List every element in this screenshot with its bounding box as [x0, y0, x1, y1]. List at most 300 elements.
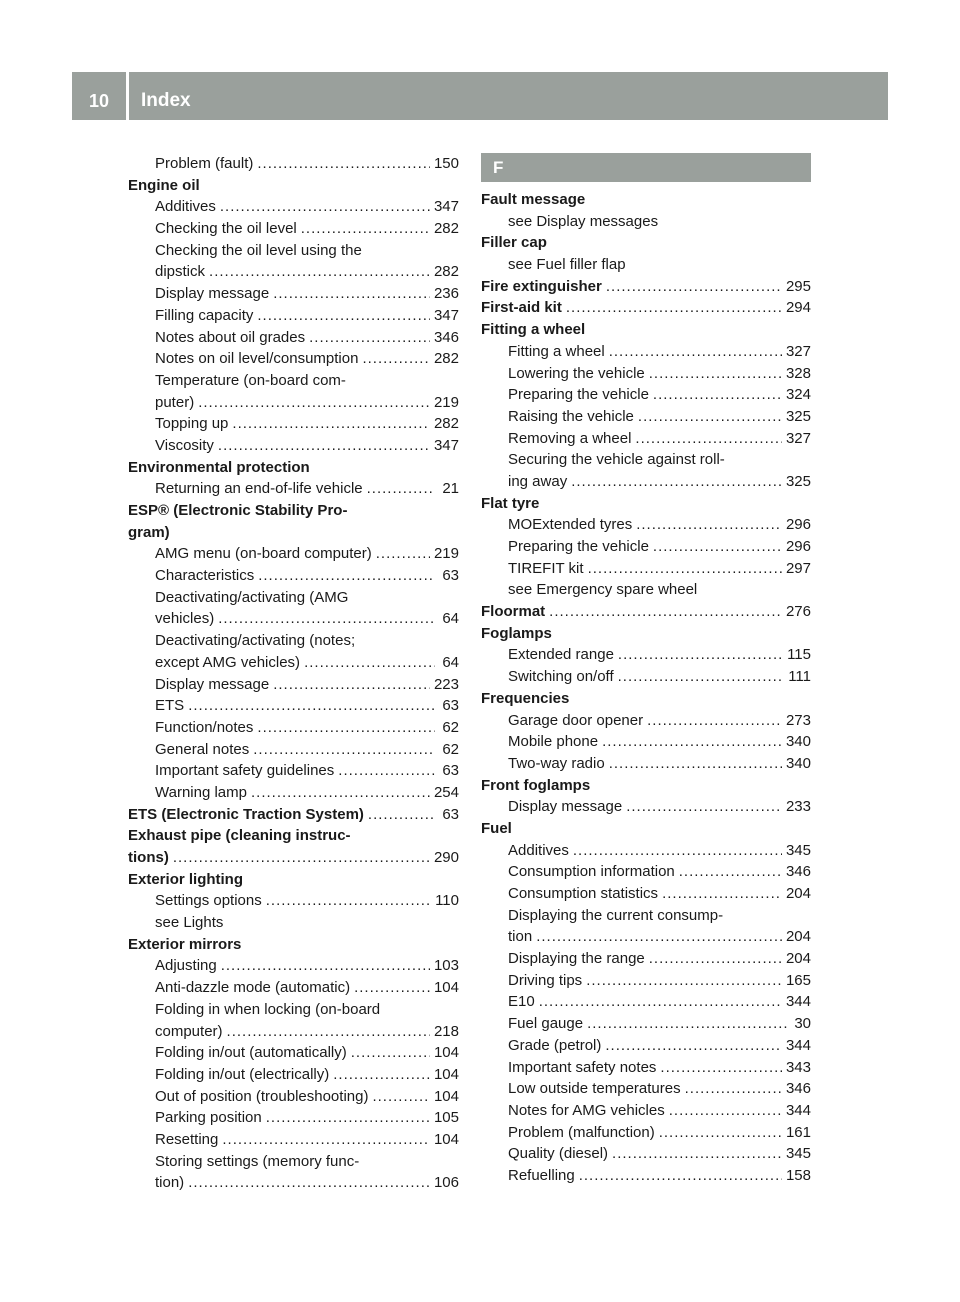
- index-entry: [128, 847, 459, 869]
- dot-leader: [536, 926, 782, 948]
- entry-text: Engine oil: [128, 176, 200, 194]
- dot-leader: [636, 514, 782, 536]
- index-subentry: [481, 1057, 811, 1079]
- dot-leader: [221, 955, 430, 977]
- page-reference: 346: [785, 1080, 811, 1098]
- index-subentry: [481, 991, 811, 1013]
- page-reference: 233: [785, 798, 811, 816]
- entry-text: Folding in when locking (on-board: [155, 1000, 381, 1018]
- dot-leader: [605, 1035, 782, 1057]
- page-reference: 62: [442, 740, 459, 758]
- entry-text: Flat tyre: [481, 494, 540, 512]
- dot-leader: [573, 840, 782, 862]
- index-subentry: [481, 926, 811, 948]
- entry-text: vehicles): [155, 610, 215, 628]
- index-subentry: [128, 348, 459, 370]
- index-subentry: [128, 218, 459, 240]
- dot-leader: [351, 1042, 430, 1064]
- page-reference: 161: [785, 1123, 811, 1141]
- page-reference: 21: [442, 480, 459, 498]
- entry-text: Filling capacity: [155, 306, 254, 324]
- index-column-right: [481, 153, 811, 1187]
- header-divider: [126, 72, 129, 120]
- page-reference: 236: [433, 285, 459, 303]
- page-reference: 343: [785, 1058, 811, 1076]
- index-subentry: [128, 543, 459, 565]
- dot-leader: [653, 536, 782, 558]
- entry-text: Returning an end-of-life vehicle: [155, 480, 363, 498]
- dot-leader: [612, 1143, 782, 1165]
- dot-leader: [653, 384, 782, 406]
- entry-text: Switching on/off: [508, 668, 614, 686]
- entry-text: Out of position (troubleshooting): [155, 1087, 369, 1105]
- index-subentry: [481, 579, 811, 601]
- page-reference: 110: [435, 892, 459, 910]
- page-reference: 347: [433, 306, 459, 324]
- dot-leader: [618, 644, 783, 666]
- dot-leader: [679, 861, 782, 883]
- page-reference: 64: [442, 653, 459, 671]
- dot-leader: [602, 731, 782, 753]
- entry-text: Extended range: [508, 646, 614, 664]
- entry-text: Low outside temperatures: [508, 1080, 681, 1098]
- entry-text: Resetting: [155, 1130, 219, 1148]
- dot-leader: [301, 218, 430, 240]
- page-reference: 324: [785, 386, 811, 404]
- entry-text: Displaying the range: [508, 950, 645, 968]
- entry-text: Removing a wheel: [508, 429, 632, 447]
- page-reference: 104: [433, 1087, 459, 1105]
- entry-text: Foglamps: [481, 624, 552, 642]
- dot-leader: [372, 1086, 430, 1108]
- dot-leader: [304, 652, 435, 674]
- dot-leader: [606, 276, 782, 298]
- page-reference: 63: [442, 697, 459, 715]
- index-subentry: [128, 327, 459, 349]
- page-reference: 63: [442, 762, 459, 780]
- dot-leader: [209, 261, 430, 283]
- entry-text: Fitting a wheel: [481, 321, 586, 339]
- entry-text: Topping up: [155, 415, 229, 433]
- entry-text: Filler cap: [481, 234, 547, 252]
- dot-leader: [273, 283, 430, 305]
- page-reference: 103: [433, 957, 459, 975]
- dot-leader: [251, 782, 430, 804]
- entry-text: Quality (diesel): [508, 1145, 609, 1163]
- index-subentry: [481, 254, 811, 276]
- entry-text: Checking the oil level: [155, 220, 297, 238]
- entry-text: Function/notes: [155, 718, 254, 736]
- entry-text: Settings options: [155, 892, 262, 910]
- index-subentry: [128, 717, 459, 739]
- dot-leader: [257, 305, 430, 327]
- index-subentry: [481, 731, 811, 753]
- dot-leader: [571, 471, 782, 493]
- page-reference: 327: [785, 342, 811, 360]
- index-subentry: [128, 608, 459, 630]
- index-subentry: [128, 370, 459, 392]
- entry-text: except AMG vehicles): [155, 653, 301, 671]
- index-subentry: [481, 883, 811, 905]
- entry-text: Deactivating/activating (notes;: [155, 632, 356, 650]
- dot-leader: [222, 1129, 430, 1151]
- index-entry: [128, 804, 459, 826]
- entry-text: Front foglamps: [481, 776, 591, 794]
- index-subentry: [481, 558, 811, 580]
- index-subentry: [128, 305, 459, 327]
- page-reference: 204: [785, 950, 811, 968]
- page-reference: 62: [442, 718, 459, 736]
- index-subentry: [481, 644, 811, 666]
- page-reference: 105: [433, 1109, 459, 1127]
- index-subentry: [128, 977, 459, 999]
- entry-text: MOExtended tyres: [508, 516, 633, 534]
- index-subentry: [481, 948, 811, 970]
- entry-text: see Emergency spare wheel: [508, 581, 698, 599]
- page-reference: 219: [433, 545, 459, 563]
- index-entry: [128, 522, 459, 544]
- index-subentry: [481, 970, 811, 992]
- entry-text: Fitting a wheel: [508, 342, 605, 360]
- page-reference: 30: [794, 1015, 811, 1033]
- page-reference: 104: [433, 1065, 459, 1083]
- entry-text: Deactivating/activating (AMG: [155, 588, 349, 606]
- page-reference: 204: [785, 885, 811, 902]
- index-subentry: [481, 1013, 811, 1035]
- entry-text: General notes: [155, 740, 250, 758]
- page-reference: 346: [433, 328, 459, 346]
- index-subentry: [128, 283, 459, 305]
- index-subentry: [481, 1165, 811, 1187]
- entry-text: Two-way radio: [508, 754, 605, 772]
- dot-leader: [338, 760, 435, 782]
- entry-text: see Lights: [155, 914, 224, 932]
- page-reference: 325: [785, 472, 811, 490]
- page-reference: 218: [433, 1022, 459, 1040]
- entry-text: Important safety notes: [508, 1058, 657, 1076]
- index-subentry: [128, 240, 459, 262]
- entry-text: Display message: [155, 675, 270, 693]
- entry-text: Refuelling: [508, 1166, 575, 1184]
- index-subentry: [481, 1035, 811, 1057]
- page-reference: 273: [785, 711, 811, 729]
- page-reference: 325: [785, 407, 811, 425]
- index-subentry: [128, 413, 459, 435]
- entry-text: Consumption statistics: [508, 885, 659, 902]
- entry-text: Fuel gauge: [508, 1015, 584, 1033]
- index-subentry: [128, 955, 459, 977]
- dot-leader: [354, 977, 430, 999]
- index-subentry: [481, 796, 811, 818]
- entry-text: Exhaust pipe (cleaning instruc-: [128, 827, 351, 845]
- page-reference: 295: [785, 277, 811, 295]
- index-entry: [481, 775, 811, 797]
- dot-leader: [257, 153, 430, 175]
- page-reference: 115: [787, 646, 811, 664]
- entry-text: Exterior mirrors: [128, 935, 242, 953]
- entry-text: Displaying the current consump-: [508, 906, 724, 924]
- index-subentry: [481, 666, 811, 688]
- entry-text: Garage door opener: [508, 711, 644, 729]
- index-subentry: [128, 261, 459, 283]
- page-reference: 111: [788, 668, 811, 686]
- dot-leader: [659, 1122, 782, 1144]
- dot-leader: [266, 890, 431, 912]
- index-subentry: [481, 406, 811, 428]
- dot-leader: [626, 796, 782, 818]
- entry-text: Raising the vehicle: [508, 407, 634, 425]
- entry-text: Folding in/out (electrically): [155, 1065, 330, 1083]
- index-subentry: [128, 565, 459, 587]
- page-reference: 297: [785, 559, 811, 577]
- dot-leader: [309, 327, 430, 349]
- dot-leader: [188, 1172, 430, 1194]
- page-reference: 63: [442, 805, 459, 823]
- index-subentry: [128, 739, 459, 761]
- dot-leader: [649, 948, 782, 970]
- index-entry: [481, 232, 811, 254]
- page-reference: 276: [785, 603, 811, 621]
- dot-leader: [368, 804, 435, 826]
- page-number: 10: [88, 91, 110, 111]
- entry-text: Fuel: [481, 819, 512, 837]
- dot-leader: [587, 1013, 787, 1035]
- dot-leader: [258, 565, 435, 587]
- entry-text: Checking the oil level using the: [155, 241, 362, 259]
- entry-text: TIREFIT kit: [508, 559, 584, 577]
- index-subentry: [128, 890, 459, 912]
- dot-leader: [257, 717, 435, 739]
- page-reference: 282: [433, 415, 459, 433]
- page-reference: 282: [433, 220, 459, 238]
- entry-text: tions): [128, 849, 169, 866]
- dot-leader: [638, 406, 782, 428]
- dot-leader: [669, 1100, 782, 1122]
- index-subentry: [128, 1129, 459, 1151]
- dot-leader: [253, 739, 435, 761]
- dot-leader: [376, 543, 430, 565]
- index-subentry: [128, 652, 459, 674]
- entry-text: see Display messages: [508, 212, 659, 230]
- page-reference: 104: [433, 1044, 459, 1062]
- entry-text: First-aid kit: [481, 299, 562, 317]
- index-column-left: [128, 153, 459, 1194]
- index-subentry: [481, 840, 811, 862]
- dot-leader: [549, 601, 782, 623]
- index-subentry: [481, 363, 811, 385]
- index-subentry: [481, 428, 811, 450]
- dot-leader: [618, 666, 785, 688]
- dot-leader: [218, 435, 430, 457]
- dot-leader: [367, 478, 435, 500]
- page-reference: 282: [433, 263, 459, 281]
- index-subentry: [481, 341, 811, 363]
- index-subentry: [481, 1100, 811, 1122]
- page-reference: 345: [785, 841, 811, 859]
- entry-text: tion): [155, 1174, 185, 1192]
- index-subentry: [128, 912, 459, 934]
- index-subentry: [481, 753, 811, 775]
- index-entry: [481, 493, 811, 515]
- index-subentry: [481, 384, 811, 406]
- entry-text: Display message: [155, 285, 270, 303]
- entry-text: Temperature (on-board com-: [155, 371, 346, 389]
- header-bar: [72, 72, 888, 120]
- entry-text: E10: [508, 993, 535, 1011]
- index-subentry: [481, 861, 811, 883]
- index-subentry: [481, 1078, 811, 1100]
- dot-leader: [609, 753, 782, 775]
- entry-text: Folding in/out (automatically): [155, 1044, 347, 1062]
- index-entry: [481, 276, 811, 298]
- entry-text: Driving tips: [508, 971, 583, 989]
- index-entry: [481, 601, 811, 623]
- index-subentry: [481, 211, 811, 233]
- index-subentry: [128, 392, 459, 414]
- index-subentry: [128, 1021, 459, 1043]
- entry-text: Consumption information: [508, 863, 675, 881]
- index-subentry: [481, 449, 811, 471]
- index-subentry: [128, 782, 459, 804]
- entry-text: Problem (malfunction): [508, 1123, 655, 1141]
- index-subentry: [128, 630, 459, 652]
- dot-leader: [647, 710, 782, 732]
- index-subentry: [128, 674, 459, 696]
- dot-leader: [649, 363, 782, 385]
- page-reference: 347: [433, 436, 459, 454]
- entry-text: Warning lamp: [155, 783, 247, 801]
- entry-text: Problem (fault): [155, 155, 254, 172]
- index-subentry: [481, 1122, 811, 1144]
- entry-text: Preparing the vehicle: [508, 538, 649, 555]
- entry-text: Mobile phone: [508, 733, 599, 751]
- index-entry: [128, 175, 459, 197]
- entry-text: tion: [508, 928, 533, 946]
- entry-text: puter): [155, 393, 195, 411]
- dot-leader: [232, 413, 430, 435]
- entry-text: Preparing the vehicle: [508, 386, 649, 404]
- entry-text: Fire extinguisher: [481, 277, 602, 295]
- entry-text: Adjusting: [155, 957, 217, 975]
- entry-text: Characteristics: [155, 567, 255, 585]
- entry-text: ESP® (Electronic Stability Pro-: [128, 502, 348, 519]
- page-reference: 219: [433, 393, 459, 411]
- entry-text: Viscosity: [155, 436, 214, 454]
- page-reference: 165: [785, 971, 811, 989]
- index-entry: [481, 688, 811, 710]
- entry-text: Display message: [508, 798, 623, 816]
- dot-leader: [685, 1078, 782, 1100]
- page-reference: 158: [785, 1166, 811, 1184]
- letter-heading: F: [481, 153, 811, 182]
- page-reference: 290: [433, 849, 459, 866]
- page-reference: 346: [785, 863, 811, 881]
- index-entry: [481, 319, 811, 341]
- index-entry: [128, 457, 459, 479]
- dot-leader: [588, 558, 782, 580]
- page-reference: 296: [785, 538, 811, 555]
- dot-leader: [362, 348, 430, 370]
- page-reference: 223: [433, 675, 459, 693]
- page-reference: 204: [785, 928, 811, 946]
- page-reference: 344: [785, 1101, 811, 1119]
- index-subentry: [128, 999, 459, 1021]
- entry-text: Environmental protection: [128, 458, 310, 476]
- index-subentry: [128, 478, 459, 500]
- index-subentry: [128, 196, 459, 218]
- index-entry: [128, 869, 459, 891]
- dot-leader: [566, 297, 782, 319]
- dot-leader: [273, 674, 430, 696]
- entry-text: Lowering the vehicle: [508, 364, 645, 382]
- dot-leader: [227, 1021, 430, 1043]
- entry-text: Floormat: [481, 603, 546, 621]
- page-reference: 254: [433, 783, 459, 801]
- index-subentry: [128, 1086, 459, 1108]
- page-reference: 344: [785, 993, 811, 1011]
- page-reference: 106: [433, 1174, 459, 1192]
- index-subentry: [481, 1143, 811, 1165]
- index-subentry: [481, 471, 811, 493]
- entry-text: Exterior lighting: [128, 870, 244, 888]
- dot-leader: [218, 608, 435, 630]
- page-reference: 64: [442, 610, 459, 628]
- entry-text: Parking position: [155, 1109, 262, 1127]
- dot-leader: [662, 883, 782, 905]
- index-subentry: [128, 1042, 459, 1064]
- entry-text: AMG menu (on-board computer): [155, 545, 372, 563]
- index-subentry: [128, 1064, 459, 1086]
- entry-text: Additives: [155, 198, 216, 216]
- entry-text: Securing the vehicle against roll-: [508, 451, 725, 469]
- dot-leader: [609, 341, 782, 363]
- page-reference: 104: [433, 979, 459, 997]
- entry-text: Notes on oil level/consumption: [155, 350, 359, 368]
- entry-text: ETS: [155, 697, 185, 715]
- dot-leader: [188, 695, 435, 717]
- index-subentry: [128, 587, 459, 609]
- page-reference: 345: [785, 1145, 811, 1163]
- index-subentry: [128, 1172, 459, 1194]
- index-subentry: [481, 514, 811, 536]
- entry-text: Fault message: [481, 191, 586, 208]
- dot-leader: [333, 1064, 430, 1086]
- section-title: Index: [141, 90, 191, 111]
- dot-leader: [660, 1057, 782, 1079]
- index-entry: [481, 297, 811, 319]
- entry-text: gram): [128, 523, 170, 541]
- page-reference: 63: [442, 567, 459, 585]
- dot-leader: [539, 991, 782, 1013]
- index-entries-right: [481, 189, 811, 1187]
- index-entry: [481, 623, 811, 645]
- entry-text: Additives: [508, 841, 569, 859]
- dot-leader: [579, 1165, 782, 1187]
- dot-leader: [635, 428, 782, 450]
- page-reference: 104: [433, 1130, 459, 1148]
- entry-text: Important safety guidelines: [155, 762, 335, 780]
- page-reference: 150: [433, 155, 459, 172]
- page-reference: 344: [785, 1036, 811, 1054]
- entry-text: Notes about oil grades: [155, 328, 306, 346]
- index-subentry: [481, 710, 811, 732]
- entry-text: Notes for AMG vehicles: [508, 1101, 665, 1119]
- index-entry: [128, 825, 459, 847]
- index-subentry: [128, 435, 459, 457]
- index-entry: [481, 818, 811, 840]
- page-reference: 294: [785, 299, 811, 317]
- entry-text: Grade (petrol): [508, 1036, 602, 1054]
